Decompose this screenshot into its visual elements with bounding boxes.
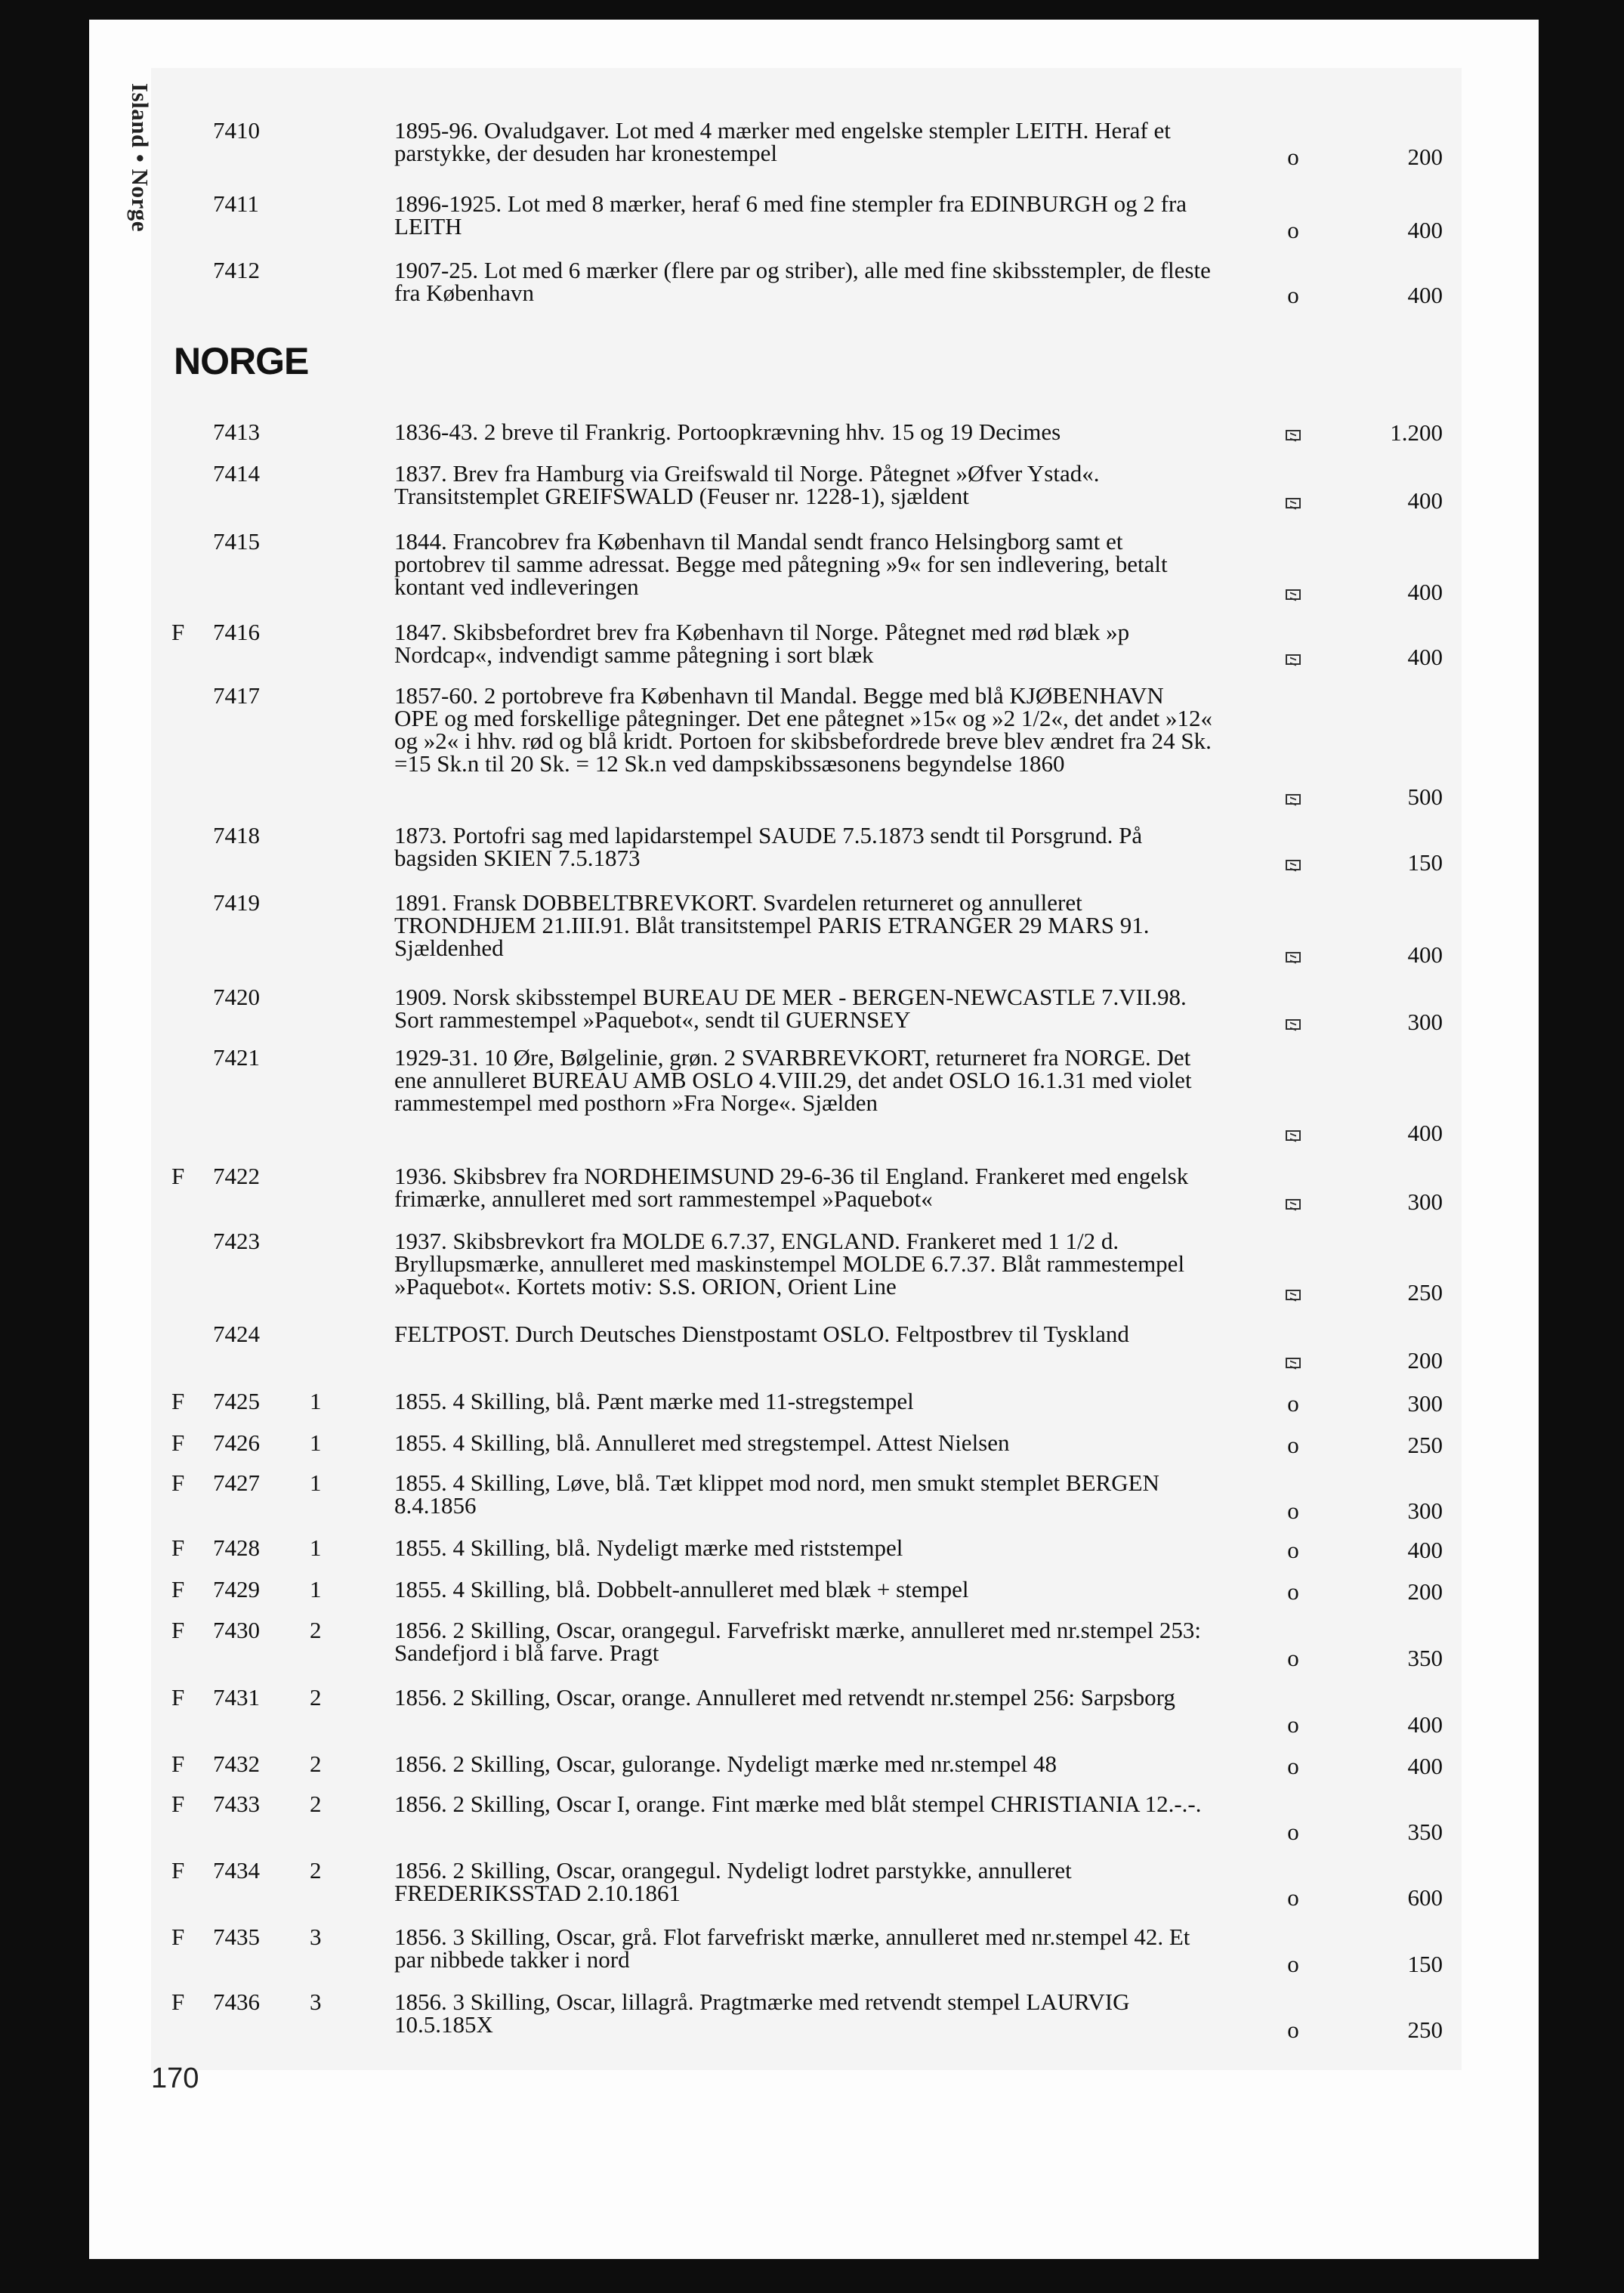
condition-mark: o: [1287, 282, 1299, 308]
lot-price: 400: [1407, 1711, 1443, 1738]
lot-number: 7427: [213, 1469, 260, 1496]
envelope-icon: [1278, 1122, 1308, 1145]
envelope-icon: [1286, 860, 1301, 870]
lot-price: 400: [1407, 282, 1443, 308]
lot-price: 500: [1407, 783, 1443, 810]
f-marker: F: [171, 1163, 185, 1189]
lot-description: 1891. Fransk DOBBELTBREVKORT. Svardelen returneret og annulleret TRONDHJEM 21.III.91. Blåt transitstempel PARIS ETRANGER 29 MARS 91. Sjældenhed: [394, 889, 1150, 961]
envelope-icon: [1286, 1130, 1301, 1141]
envelope-icon: [1278, 944, 1308, 966]
f-marker: F: [171, 619, 185, 645]
envelope-icon: [1286, 1290, 1301, 1300]
condition-mark: o: [1287, 1884, 1299, 1911]
lot-price: 300: [1407, 1390, 1443, 1417]
lot-price: 400: [1407, 579, 1443, 605]
lot-number: 7435: [213, 1924, 260, 1950]
envelope-icon: [1278, 646, 1308, 669]
envelope-icon: [1278, 1281, 1308, 1304]
envelope-icon: [1278, 581, 1308, 604]
lot-number: 7423: [213, 1228, 260, 1254]
condition-mark: o: [1287, 1645, 1299, 1671]
condition-mark: o: [1287, 217, 1299, 243]
lot-price: 250: [1407, 1279, 1443, 1306]
f-marker: F: [171, 1924, 185, 1950]
f-marker: F: [171, 1469, 185, 1496]
envelope-icon: [1286, 952, 1301, 963]
lot-number: 7431: [213, 1684, 260, 1710]
lot-number: 7420: [213, 984, 260, 1010]
envelope-icon: [1286, 1199, 1301, 1210]
envelope-icon: [1278, 786, 1308, 808]
section-title: NORGE: [174, 340, 309, 382]
condition-mark: o: [1287, 1819, 1299, 1845]
condition-mark: o: [1287, 1951, 1299, 1977]
f-marker: F: [171, 1751, 185, 1777]
lot-price: 400: [1407, 644, 1443, 670]
lot-number: 7414: [213, 460, 260, 487]
lot-description: 1909. Norsk skibsstempel BUREAU DE MER - BERGEN-NEWCASTLE 7.VII.98. Sort rammestempel »Paquebot«, sendt til GUERNSEY: [394, 984, 1187, 1033]
lot-number: 7422: [213, 1163, 260, 1189]
lot-description: 1847. Skibsbefordret brev fra København til Norge. Påtegnet med rød blæk »p Nordcap«, indvendigt samme påtegning i sort blæk: [394, 619, 1130, 668]
catalog-number: 3: [310, 1989, 322, 2015]
lot-description: 1856. 2 Skilling, Oscar, orangegul. Farvefriskt mærke, annulleret med nr.stempel 253: Sandefjord i blå farve. Pragt: [394, 1617, 1202, 1666]
envelope-icon: [1286, 430, 1301, 440]
lot-number: 7416: [213, 619, 260, 645]
lot-price: 150: [1407, 849, 1443, 876]
lot-price: 400: [1407, 1120, 1443, 1146]
envelope-icon: [1286, 794, 1301, 805]
f-marker: F: [171, 1576, 185, 1602]
lot-description: 1836-43. 2 breve til Frankrig. Portoopkrævning hhv. 15 og 19 Decimes: [394, 419, 1061, 445]
lot-number: 7425: [213, 1388, 260, 1414]
envelope-icon: [1286, 1358, 1301, 1368]
f-marker: F: [171, 1857, 185, 1884]
catalog-number: 1: [310, 1429, 322, 1456]
lot-number: 7434: [213, 1857, 260, 1884]
running-head: Island • Norge: [127, 83, 153, 232]
lot-description: 1855. 4 Skilling, blå. Pænt mærke med 11-stregstempel: [394, 1388, 914, 1414]
lot-description: 1873. Portofri sag med lapidarstempel SAUDE 7.5.1873 sendt til Porsgrund. På bagsiden SKIEN 7.5.1873: [394, 822, 1143, 871]
lot-number: 7428: [213, 1534, 260, 1561]
lot-number: 7424: [213, 1321, 260, 1347]
catalog-number: 1: [310, 1534, 322, 1561]
condition-mark: o: [1287, 1578, 1299, 1605]
condition-mark: o: [1287, 1711, 1299, 1738]
lot-number: 7412: [213, 257, 260, 283]
page-number: 170: [151, 2063, 199, 2094]
envelope-icon: [1278, 422, 1308, 444]
lot-description: 1856. 2 Skilling, Oscar, orangegul. Nydeligt lodret parstykke, annulleret FREDERIKSSTAD 2.10.1861: [394, 1857, 1072, 1906]
f-marker: F: [171, 1429, 185, 1456]
lot-price: 200: [1407, 1347, 1443, 1374]
lot-price: 350: [1407, 1819, 1443, 1845]
envelope-icon: [1286, 589, 1301, 600]
lot-price: 350: [1407, 1645, 1443, 1671]
lot-price: 200: [1407, 1578, 1443, 1605]
lot-description: FELTPOST. Durch Deutsches Dienstpostamt OSLO. Feltpostbrev til Tyskland: [394, 1321, 1129, 1347]
envelope-icon: [1286, 654, 1301, 665]
lot-description: 1937. Skibsbrevkort fra MOLDE 6.7.37, ENGLAND. Frankeret med 1 1/2 d. Bryllupsmærke, annulleret med maskinstempel MOLDE 6.7.37. Blåt rammestempel »Paquebot«. Kortets motiv: S.S. ORION, Orient Line: [394, 1228, 1185, 1299]
lot-description: 1856. 2 Skilling, Oscar I, orange. Fint mærke med blåt stempel CHRISTIANIA 12.-.-.: [394, 1791, 1202, 1817]
f-marker: F: [171, 1388, 185, 1414]
lot-price: 200: [1407, 144, 1443, 170]
catalog-number: 2: [310, 1751, 322, 1777]
catalog-number: 2: [310, 1857, 322, 1884]
lot-price: 300: [1407, 1188, 1443, 1215]
lot-number: 7426: [213, 1429, 260, 1456]
lot-number: 7419: [213, 889, 260, 916]
lot-price: 400: [1407, 1537, 1443, 1563]
lot-number: 7436: [213, 1989, 260, 2015]
lot-number: 7418: [213, 822, 260, 848]
lot-number: 7421: [213, 1044, 260, 1071]
lot-description: 1855. 4 Skilling, blå. Dobbelt-annulleret med blæk + stempel: [394, 1576, 969, 1602]
scan-border-left: [0, 0, 89, 2293]
lot-description: 1844. Francobrev fra København til Mandal sendt franco Helsingborg samt et portobrev til samme adressat. Begge med påtegning »9« for sen indlevering, betalt kontant ved indleveringen: [394, 528, 1168, 600]
lot-description: 1856. 3 Skilling, Oscar, grå. Flot farvefriskt mærke, annulleret med nr.stempel 42. Et par nibbede takker i nord: [394, 1924, 1190, 1973]
lot-description: 1896-1925. Lot med 8 mærker, heraf 6 med fine stempler fra EDINBURGH og 2 fra LEITH: [394, 190, 1187, 239]
f-marker: F: [171, 1684, 185, 1710]
lot-price: 1.200: [1390, 419, 1443, 446]
lot-price: 150: [1407, 1951, 1443, 1977]
lot-description: 1856. 2 Skilling, Oscar, orange. Annulleret med retvendt nr.stempel 256: Sarpsborg: [394, 1684, 1175, 1710]
catalog-number: 2: [310, 1684, 322, 1710]
lot-price: 250: [1407, 2016, 1443, 2043]
lot-description: 1856. 2 Skilling, Oscar, gulorange. Nydeligt mærke med nr.stempel 48: [394, 1751, 1057, 1777]
lot-description: 1855. 4 Skilling, blå. Annulleret med stregstempel. Attest Nielsen: [394, 1429, 1010, 1456]
lot-price: 600: [1407, 1884, 1443, 1911]
f-marker: F: [171, 1791, 185, 1817]
scan-border-top: [89, 0, 1539, 20]
lot-price: 400: [1407, 941, 1443, 968]
lot-price: 300: [1407, 1009, 1443, 1035]
envelope-icon: [1278, 1011, 1308, 1034]
envelope-icon: [1278, 1191, 1308, 1213]
lot-number: 7415: [213, 528, 260, 555]
lot-price: 400: [1407, 217, 1443, 243]
lot-description: 1936. Skibsbrev fra NORDHEIMSUND 29-6-36 til England. Frankeret med engelsk frimærke, annulleret med sort rammestempel »Paquebot«: [394, 1163, 1189, 1212]
lot-number: 7430: [213, 1617, 260, 1643]
condition-mark: o: [1287, 1537, 1299, 1563]
condition-mark: o: [1287, 144, 1299, 170]
lot-number: 7410: [213, 117, 260, 144]
lot-price: 300: [1407, 1497, 1443, 1524]
envelope-icon: [1278, 490, 1308, 512]
envelope-icon: [1278, 851, 1308, 874]
lot-description: 1907-25. Lot med 6 mærker (flere par og striber), alle med fine skibsstempler, de fleste fra København: [394, 257, 1211, 306]
f-marker: F: [171, 1617, 185, 1643]
lot-price: 250: [1407, 1432, 1443, 1458]
catalog-number: 2: [310, 1791, 322, 1817]
envelope-icon: [1278, 1349, 1308, 1372]
envelope-icon: [1286, 498, 1301, 508]
scan-border-right: [1539, 0, 1624, 2293]
lot-description: 1857-60. 2 portobreve fra København til Mandal. Begge med blå KJØBENHAVN OPE og med forskellige påtegninger. Det ene påtegnet »15« og »2 1/2«, det andet »12« og »2« i hhv. rød og blå kridt. Portoen for skibsbefordrede breve blev ændret fra 24 Sk. =15 Sk.n til 20 Sk. = 12 Sk.n ved dampskibssæsonens begyndelse 1860: [394, 682, 1213, 777]
envelope-icon: [1286, 1019, 1301, 1030]
lot-price: 400: [1407, 1753, 1443, 1779]
lot-description: 1855. 4 Skilling, Løve, blå. Tæt klippet mod nord, men smukt stemplet BERGEN 8.4.1856: [394, 1469, 1159, 1519]
catalog-number: 2: [310, 1617, 322, 1643]
lot-number: 7432: [213, 1751, 260, 1777]
lot-description: 1856. 3 Skilling, Oscar, lillagrå. Pragtmærke med retvendt stempel LAURVIG 10.5.185X: [394, 1989, 1130, 2038]
f-marker: F: [171, 1534, 185, 1561]
lot-description: 1855. 4 Skilling, blå. Nydeligt mærke med riststempel: [394, 1534, 903, 1561]
condition-mark: o: [1287, 1390, 1299, 1417]
catalog-number: 3: [310, 1924, 322, 1950]
condition-mark: o: [1287, 1497, 1299, 1524]
lot-number: 7413: [213, 419, 260, 445]
lot-description: 1895-96. Ovaludgaver. Lot med 4 mærker med engelske stempler LEITH. Heraf et parstykke, der desuden har kronestempel: [394, 117, 1171, 166]
lot-description: 1837. Brev fra Hamburg via Greifswald til Norge. Påtegnet »Øfver Ystad«. Transitstemplet GREIFSWALD (Feuser nr. 1228-1), sjældent: [394, 460, 1100, 509]
lot-number: 7429: [213, 1576, 260, 1602]
lot-number: 7417: [213, 682, 260, 709]
condition-mark: o: [1287, 2016, 1299, 2043]
scan-border-bottom: [89, 2259, 1539, 2293]
lot-description: 1929-31. 10 Øre, Bølgelinie, grøn. 2 SVARBREVKORT, returneret fra NORGE. Det ene annulleret BUREAU AMB OSLO 4.VIII.29, det andet OSLO 16.1.31 med violet rammestempel med posthorn »Fra Norge«. Sjælden: [394, 1044, 1192, 1116]
catalog-number: 1: [310, 1576, 322, 1602]
catalog-number: 1: [310, 1388, 322, 1414]
lot-number: 7433: [213, 1791, 260, 1817]
catalog-number: 1: [310, 1469, 322, 1496]
condition-mark: o: [1287, 1753, 1299, 1779]
lot-number: 7411: [213, 190, 259, 217]
f-marker: F: [171, 1989, 185, 2015]
lot-price: 400: [1407, 487, 1443, 514]
condition-mark: o: [1287, 1432, 1299, 1458]
